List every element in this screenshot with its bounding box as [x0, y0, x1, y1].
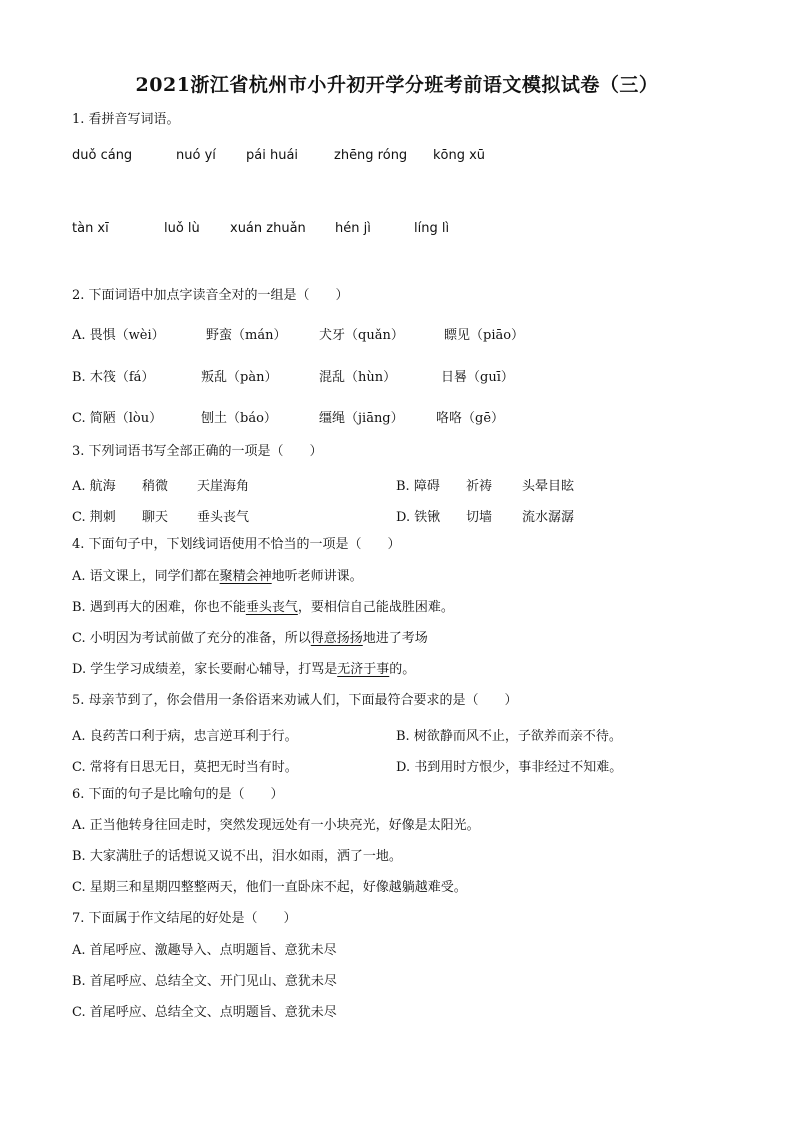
- underlined-word: 得意扬扬: [310, 631, 363, 646]
- question-5-option-c: C. 常将有日思无日，莫把无时当有时。: [72, 760, 298, 775]
- pinyin-item: kōng xū: [433, 148, 486, 163]
- pinyin-item: zhēng róng: [334, 148, 408, 163]
- question-3-stem: 3. 下列词语书写全部正确的一项是（ ）: [72, 444, 323, 459]
- option-text: B. 遇到再大的困难，你也不能: [72, 600, 246, 615]
- question-4-option-d: [72, 662, 415, 678]
- option-word: C. 简陋（lòu）: [72, 411, 163, 426]
- question-4-option-b: [72, 600, 454, 616]
- option-text: ，要相信自己能战胜困难。: [297, 600, 454, 615]
- option-word: 切墙: [466, 510, 493, 525]
- option-word: C. 荆刺: [72, 510, 116, 525]
- pinyin-item: nuó yí: [176, 148, 216, 163]
- pinyin-item: líng lì: [414, 221, 450, 236]
- option-word: A. 畏惧（wèi）: [72, 328, 165, 343]
- option-word: 混乱（hùn）: [319, 370, 397, 385]
- question-6-stem: 6. 下面的句子是比喻句的是（ ）: [72, 787, 284, 802]
- pinyin-item: xuán zhuǎn: [230, 221, 306, 236]
- option-word: 瞟见（piāo）: [444, 328, 525, 343]
- underlined-word: 垂头丧气: [245, 600, 298, 615]
- option-word: D. 铁锹: [396, 510, 441, 525]
- question-5-option-a: A. 良药苦口利于病，忠言逆耳利于行。: [72, 729, 298, 744]
- option-word: 咯咯（gē）: [436, 411, 505, 426]
- question-4-option-c: [72, 631, 428, 647]
- option-word: 祈祷: [466, 479, 493, 494]
- option-text: A. 语文课上，同学们都在: [72, 569, 220, 584]
- option-word: 犬牙（quǎn）: [319, 328, 404, 343]
- pinyin-item: tàn xī: [72, 221, 109, 236]
- pinyin-item: hén jì: [335, 221, 371, 236]
- option-text: 地进了考场: [362, 631, 428, 646]
- question-2-stem: 2. 下面词语中加点字读音全对的一组是（ ）: [72, 288, 349, 303]
- option-word: 聊天: [142, 510, 169, 525]
- option-text: 的。: [389, 662, 416, 677]
- question-7-stem: 7. 下面属于作文结尾的好处是（ ）: [72, 911, 297, 926]
- option-text: C. 小明因为考试前做了充分的准备，所以: [72, 631, 311, 646]
- option-text: D. 学生学习成绩差，家长要耐心辅导，打骂是: [72, 662, 338, 677]
- question-7-option-b: B. 首尾呼应、总结全文、开门见山、意犹未尽: [72, 974, 337, 989]
- page-title: 2021浙江省杭州市小升初开学分班考前语文模拟试卷（三）: [135, 74, 659, 96]
- question-7-option-c: C. 首尾呼应、总结全文、点明题旨、意犹未尽: [72, 1005, 337, 1020]
- underlined-word: 无济于事: [337, 662, 390, 677]
- question-4-option-a: [72, 569, 363, 585]
- option-word: 野蛮（mán）: [206, 328, 287, 343]
- option-word: 叛乱（pàn）: [201, 370, 278, 385]
- option-word: 流水潺潺: [522, 510, 575, 525]
- option-text: 地听老师讲课。: [271, 569, 363, 584]
- pinyin-item: pái huái: [246, 148, 299, 163]
- question-5-stem: 5. 母亲节到了，你会借用一条俗语来劝诫人们，下面最符合要求的是（ ）: [72, 693, 518, 708]
- option-word: 天崖海角: [197, 479, 250, 494]
- option-word: B. 木筏（fá）: [72, 370, 155, 385]
- question-4-stem: 4. 下面句子中，下划线词语使用不恰当的一项是（ ）: [72, 537, 401, 552]
- pinyin-item: luǒ lù: [164, 221, 200, 236]
- question-5-option-d: D. 书到用时方恨少，事非经过不知难。: [396, 760, 623, 775]
- pinyin-item: duǒ cáng: [72, 148, 133, 163]
- option-word: 日晷（guī）: [441, 370, 514, 385]
- option-word: 垂头丧气: [197, 510, 250, 525]
- question-6-option-a: A. 正当他转身往回走时，突然发现远处有一小块亮光，好像是太阳光。: [72, 818, 480, 833]
- option-word: 稍微: [142, 479, 169, 494]
- option-word: 头晕目眩: [522, 479, 575, 494]
- option-word: 缰绳（jiāng）: [319, 411, 404, 426]
- question-5-option-b: B. 树欲静而风不止，子欲养而亲不待。: [396, 729, 622, 744]
- underlined-word: 聚精会神: [219, 569, 272, 584]
- question-6-option-b: B. 大家满肚子的话想说又说不出，泪水如雨，洒了一地。: [72, 849, 402, 864]
- question-1-stem: 1. 看拼音写词语。: [72, 112, 180, 127]
- question-7-option-a: A. 首尾呼应、激趣导入、点明题旨、意犹未尽: [72, 943, 337, 958]
- option-word: B. 障碍: [396, 479, 440, 494]
- option-word: 刨土（báo）: [201, 411, 277, 426]
- question-6-option-c: C. 星期三和星期四整整两天，他们一直卧床不起，好像越躺越难受。: [72, 880, 467, 895]
- option-word: A. 航海: [72, 479, 116, 494]
